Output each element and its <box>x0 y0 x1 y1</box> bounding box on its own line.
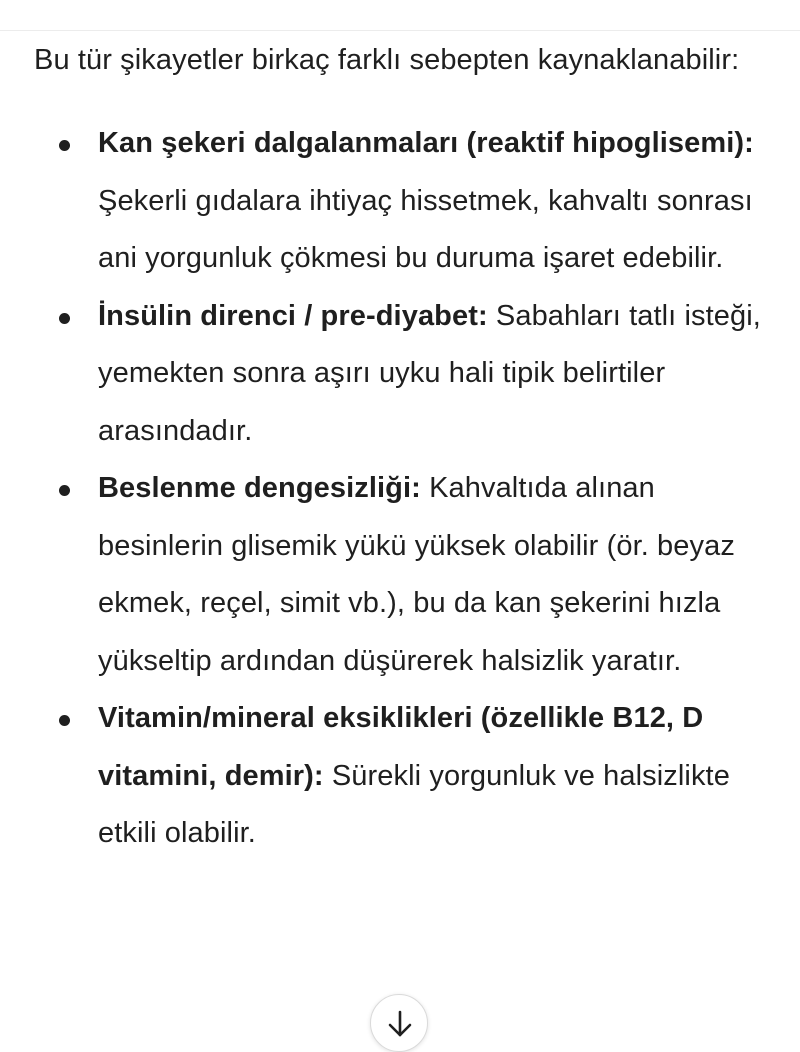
bullet-icon <box>59 140 70 151</box>
list-item-text: Sabahları tatlı isteği, yemekten sonra aşırı uyku hali tipik belirtiler arasındadır. <box>98 299 761 447</box>
list-item <box>34 690 774 863</box>
list-item-title: Kan şekeri dalgalanmaları (reaktif hipoglisemi): <box>98 127 754 159</box>
list-item-title: Vitamin/mineral eksiklikleri (özellikle B12, D vitamini, demir): <box>98 702 704 792</box>
list-item-text: Şekerli gıdalara ihtiyaç hissetmek, kahvaltı sonrası ani yorgunluk çökmesi bu duruma işaret edebilir. <box>98 184 753 274</box>
list-item-text: Sürekli yorgunluk ve halsizlikte etkili olabilir. <box>98 759 730 849</box>
list-item-title: Beslenme dengesizliği: <box>98 472 421 504</box>
list-item <box>34 115 774 288</box>
top-divider <box>0 30 800 31</box>
message-intro: Bu tür şikayetler birkaç farklı sebepten kaynaklanabilir: <box>34 44 740 76</box>
arrow-down-icon <box>387 1009 413 1039</box>
list-item-title: İnsülin direnci / pre-diyabet: <box>98 299 488 332</box>
cause-list <box>34 115 774 863</box>
bullet-icon <box>59 485 70 496</box>
bullet-icon <box>59 715 70 726</box>
bullet-icon <box>59 313 70 324</box>
list-item <box>34 460 774 690</box>
list-item <box>34 288 774 461</box>
scroll-down-button[interactable] <box>370 994 428 1052</box>
assistant-message <box>34 32 774 863</box>
list-item-text: Kahvaltıda alınan besinlerin glisemik yükü yüksek olabilir (ör. beyaz ekmek, reçel, simit vb.), bu da kan şekerini hızla yükseltip ardından düşürerek halsizlik yaratır. <box>98 472 735 677</box>
